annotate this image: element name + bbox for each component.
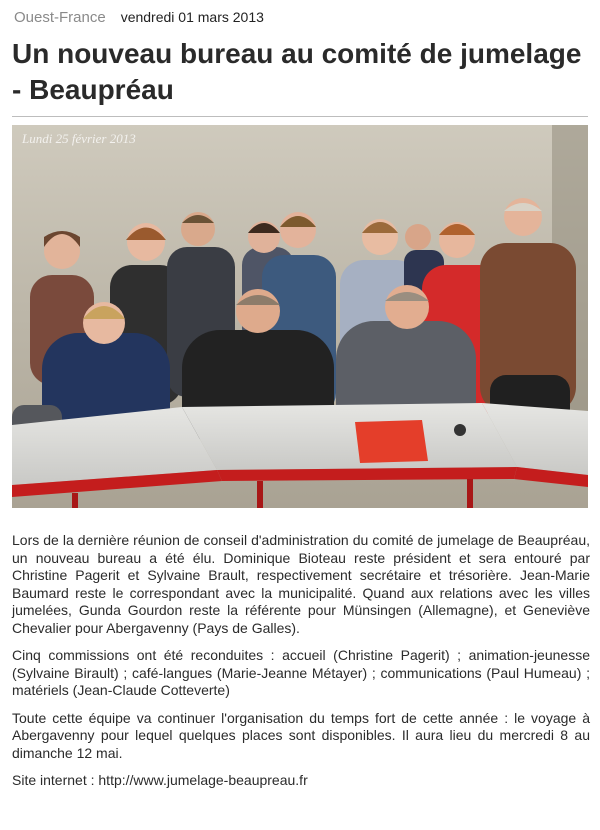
website-line	[12, 772, 590, 790]
photo-date-caption: Lundi 25 février 2013	[22, 131, 136, 146]
article-paragraph: Cinq commissions ont été reconduites : accueil (Christine Pagerit) ; animation-jeunesse (Sylvaine Birault) ; café-langues (Marie-Jeanne Métayer) ; communications (Paul Humeau) ; matériels (Jean-Claude Cotteverte)	[12, 647, 590, 698]
group-photo-illustration	[12, 125, 588, 508]
article-photo	[12, 125, 588, 508]
article-paragraph: Lors de la dernière réunion de conseil d'administration du comité de jumelage de Beaupréau, un nouveau bureau a été élu. Dominique Bioteau reste président et sera entouré par Christine Pagerit et Sylvaine Brault, respectivement secrétaire et trésorière. Jean-Marie Baumard reste le correspondant avec la municipalité. Quand aux relations avec les villes jumelées, Gunda Gourdon reste la référente pour Münsingen (Allemagne), et Geneviève Chevalier pour Abergavenny (Pays de Galles).	[12, 532, 590, 636]
article-body	[12, 532, 590, 800]
publication-date: vendredi 01 mars 2013	[120, 9, 264, 25]
article-title: Un nouveau bureau au comité de jumelage - Beaupréau	[12, 38, 582, 105]
website-url[interactable]: http://www.jumelage-beaupreau.fr	[98, 772, 308, 788]
article-paragraph: Toute cette équipe va continuer l'organisation du temps fort de cette année : le voyage à Abergavenny pour lequel quelques places sont disponibles. Il aura lieu du mercredi 8 au dimanche 12 mai.	[12, 709, 590, 761]
website-label: Site internet :	[12, 772, 99, 788]
article-meta	[14, 9, 264, 29]
newspaper-source: Ouest-France	[14, 9, 106, 26]
title-divider	[12, 116, 588, 117]
